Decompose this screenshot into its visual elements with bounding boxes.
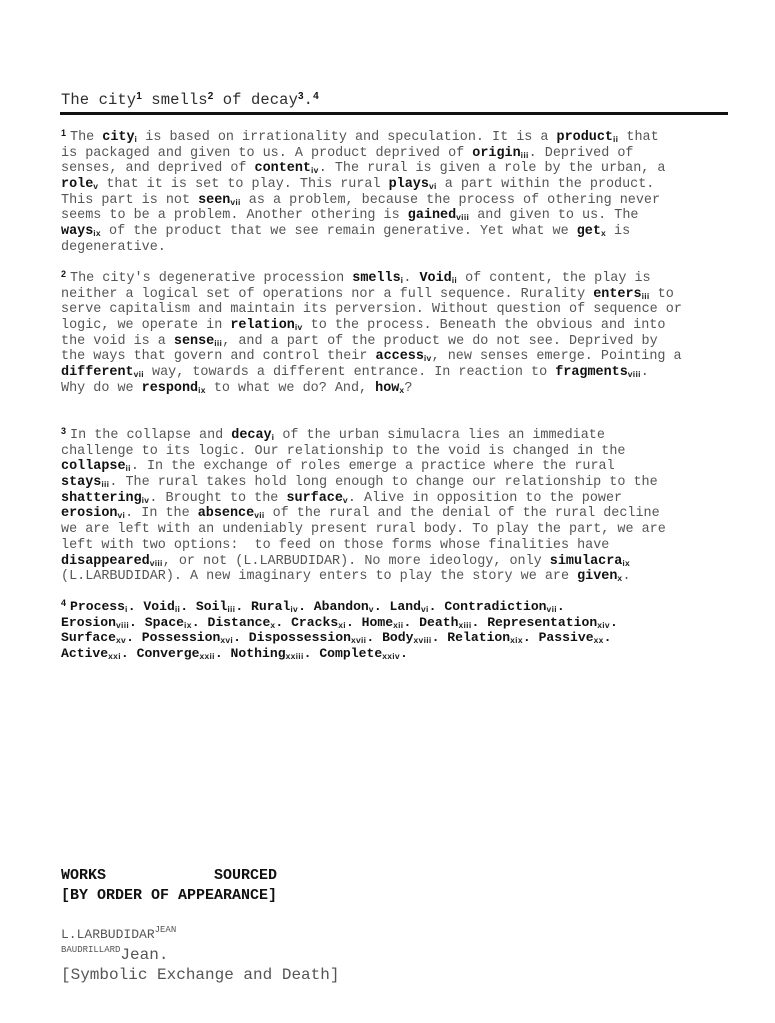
footnote-ref-4: 4 <box>313 91 319 102</box>
text-line <box>61 161 665 177</box>
text-line <box>61 208 665 224</box>
roman-index: i <box>134 134 138 144</box>
keyword: gained <box>407 208 457 224</box>
text-line <box>61 177 665 193</box>
roman-index: iv <box>311 165 319 176</box>
roman-index: v <box>368 604 374 614</box>
roman-index: iv <box>141 494 150 505</box>
text-line <box>61 365 682 381</box>
text-line <box>61 615 618 631</box>
text-segment: . Complete <box>303 646 383 662</box>
text-line <box>61 428 666 444</box>
title-text: of decay <box>213 91 298 109</box>
text-segment: This part is not <box>61 192 199 208</box>
roman-index: i <box>125 604 128 614</box>
roman-index: vi <box>117 510 126 521</box>
text-segment: that <box>618 130 659 145</box>
text-segment: the ways that govern and control their <box>61 349 376 365</box>
text-segment: . Cracks <box>275 614 339 630</box>
roman-index: iii <box>227 604 236 614</box>
text-segment: the void is a <box>61 333 174 349</box>
text-segment: . Passive <box>522 630 594 646</box>
keyword: surface <box>286 490 343 506</box>
keyword: given <box>577 569 618 585</box>
text-segment: and given to us. The <box>469 208 639 224</box>
text-segment: The city's degenerative procession <box>70 271 353 286</box>
keyword: stays <box>61 475 102 491</box>
title-text: smells <box>141 91 208 109</box>
text-segment: senses, and deprived of <box>61 161 255 177</box>
roman-index: iv <box>294 322 303 333</box>
keyword: disappeared <box>61 553 150 569</box>
roman-index: xx <box>593 635 604 646</box>
text-segment: . Void <box>127 599 175 614</box>
text-line <box>61 569 666 585</box>
roman-index: viii <box>149 557 163 568</box>
text-segment: of content, the play is <box>457 271 651 286</box>
text-segment: . Contradiction <box>428 599 547 614</box>
keyword: content <box>254 161 311 177</box>
text-segment: of the urban simulacra lies an immediate <box>274 428 605 443</box>
keyword: collapse <box>61 459 126 475</box>
text-segment: . <box>399 646 408 662</box>
keyword: sense <box>173 333 215 349</box>
keyword: plays <box>388 177 429 193</box>
roman-index: viii <box>456 212 470 223</box>
text-segment: . Nothing <box>214 646 286 662</box>
works-sourced-title: WORKS SOURCED <box>61 867 278 884</box>
footnote-ref-1: 1 <box>136 91 142 102</box>
keyword: respond <box>141 380 199 396</box>
keyword: smells <box>352 271 401 286</box>
text-line <box>61 349 682 365</box>
roman-index: v <box>342 494 348 505</box>
text-line <box>61 193 665 209</box>
roman-index: vii <box>254 510 265 521</box>
text-segment: challenge to its logic. Our relationship to the void is changed in the <box>61 443 626 459</box>
roman-index: ii <box>125 463 131 474</box>
roman-index: xxi <box>108 651 121 662</box>
roman-index: xv <box>116 635 127 646</box>
citation <box>61 927 339 984</box>
roman-index: xxii <box>199 651 215 662</box>
text-segment: Surface <box>61 630 117 646</box>
text-segment: , new senses emerge. Pointing a <box>431 349 682 365</box>
roman-index: ii <box>451 275 458 285</box>
text-line <box>61 599 618 615</box>
text-segment: to the process. Beneath the obvious and into <box>302 318 666 334</box>
text-segment: Erosion <box>61 614 117 630</box>
text-line <box>61 240 665 256</box>
roman-index: x <box>399 384 405 395</box>
text-segment: is <box>605 224 631 240</box>
text-segment: Active <box>61 646 109 662</box>
keyword: Void <box>419 271 452 286</box>
roman-index: ix <box>622 557 631 568</box>
text-segment: Why do we <box>61 380 142 396</box>
author-surname: BAUDRILLARD <box>61 945 121 955</box>
keyword: seen <box>198 192 231 208</box>
author-alias: L.LARBUDIDAR <box>61 927 155 942</box>
text-segment: way, towards a different entrance. In reaction to <box>143 365 556 381</box>
text-segment: a part within the product. <box>436 177 655 193</box>
roman-index: xxiii <box>285 651 304 662</box>
text-segment: ? <box>404 380 413 396</box>
roman-index: xiii <box>458 619 472 630</box>
keyword: ways <box>61 224 94 240</box>
roman-index: v <box>93 181 99 192</box>
roman-index: vii <box>133 369 144 380</box>
roman-index: xvii <box>350 635 367 646</box>
text-segment: , and a part of the product we do not see. Deprived by <box>222 333 658 349</box>
footnote-ref-2: 2 <box>207 91 214 102</box>
keyword: city <box>102 130 135 145</box>
author-first-name-sup: JEAN <box>154 925 177 935</box>
text-segment: In the collapse and <box>70 428 232 443</box>
roman-index: vii <box>546 604 557 614</box>
text-segment: . Rural <box>235 599 291 614</box>
text-line <box>61 287 682 303</box>
text-segment: , or not (L.LARBUDIDAR). No more ideology, only <box>162 553 550 569</box>
roman-index: i <box>400 275 404 285</box>
keyword: access <box>375 349 424 365</box>
title-text: The city <box>61 91 137 109</box>
keyword: relation <box>230 318 295 334</box>
roman-index: ii <box>613 134 619 144</box>
works-sourced-heading <box>61 866 277 906</box>
text-segment: . Representation <box>471 614 598 630</box>
text-line <box>61 146 665 162</box>
footnote-1 <box>61 130 665 256</box>
roman-index: ix <box>198 384 206 395</box>
text-segment: (L.LARBUDIDAR). A new imaginary enters to play the story we are <box>61 569 578 585</box>
text-segment: . <box>556 599 565 614</box>
roman-index: ix <box>93 228 101 239</box>
text-segment: . Home <box>345 614 394 630</box>
text-segment: . Relation <box>431 630 511 646</box>
text-line <box>61 224 665 240</box>
text-segment: to <box>649 286 674 302</box>
text-segment: . <box>640 365 649 381</box>
text-line <box>61 491 666 507</box>
roman-index: iii <box>101 479 110 490</box>
roman-index: x <box>600 228 606 239</box>
citation-book-title: [Symbolic Exchange and Death] <box>61 966 340 984</box>
text-segment: . Land <box>373 599 421 614</box>
keyword: shattering <box>61 490 142 506</box>
footnote-ref-3: 3 <box>298 91 304 102</box>
text-segment: . Dispossession <box>233 630 351 646</box>
roman-index: xi <box>338 619 346 630</box>
footnote-3 <box>61 428 666 585</box>
footnote-2 <box>61 271 682 397</box>
roman-index: i <box>271 432 275 442</box>
works-sourced-subtitle: [BY ORDER OF APPEARANCE] <box>61 887 278 904</box>
keyword: erosion <box>61 506 118 522</box>
text-segment: that it is set to play. This rural <box>98 177 389 193</box>
text-line <box>61 459 666 475</box>
footnote-number: 3 <box>61 426 67 436</box>
text-segment: . The rural is given a role by the urban, a <box>318 161 666 177</box>
citation-author <box>61 927 339 946</box>
roman-index: ix <box>184 619 192 630</box>
text-segment: neither a logical set of operations nor a full sequence. Rurality <box>61 286 594 302</box>
keyword: fragments <box>555 365 628 381</box>
text-segment: is based on irrationality and speculation. It is a <box>137 130 557 145</box>
text-segment: of the product that we see remain generative. Yet what we <box>100 224 577 240</box>
footnote-number: 2 <box>61 269 67 279</box>
roman-index: x <box>617 573 623 584</box>
text-segment: . In the <box>125 506 198 522</box>
footnote-number: 4 <box>61 598 67 608</box>
text-line <box>61 506 666 522</box>
footnote-4-keywords <box>61 599 618 662</box>
roman-index: vii <box>230 196 241 207</box>
text-segment: . Possession <box>126 630 221 646</box>
text-line <box>61 334 682 350</box>
text-line <box>61 630 618 646</box>
keyword: get <box>576 224 601 240</box>
text-segment: is packaged and given to us. A product deprived of <box>61 145 473 161</box>
roman-index: iv <box>423 353 432 364</box>
roman-index: iii <box>641 290 650 301</box>
roman-index: xiv <box>597 619 610 630</box>
keyword: product <box>556 130 613 145</box>
text-line <box>61 538 666 554</box>
author-first-name: Jean. <box>120 946 169 964</box>
footnote-number: 1 <box>61 128 67 138</box>
keyword: enters <box>593 286 642 302</box>
text-segment: . The rural takes hold long enough to change our relationship to the <box>109 475 658 491</box>
keyword: absence <box>197 506 255 522</box>
text-segment: . <box>622 569 631 585</box>
text-segment: . In the exchange of roles emerge a practice where the rural <box>130 459 615 475</box>
text-line <box>61 302 682 318</box>
roman-index: ii <box>174 604 181 614</box>
text-segment: . Alive in opposition to the power <box>347 490 623 506</box>
keyword: origin <box>472 145 521 161</box>
text-segment: . Death <box>403 614 459 630</box>
text-segment: logic, we operate in <box>61 318 231 334</box>
text-line <box>61 318 682 334</box>
text-line <box>61 522 666 538</box>
text-segment: . Deprived of <box>528 145 634 161</box>
text-segment: . Converge <box>120 646 200 662</box>
text-segment: . Brought to the <box>149 490 287 506</box>
roman-index: xvi <box>220 635 234 646</box>
text-segment: Process <box>70 599 126 614</box>
text-line <box>61 475 666 491</box>
title-divider <box>60 112 728 115</box>
roman-index: x <box>270 619 276 630</box>
keyword: simulacra <box>549 553 623 569</box>
text-segment: of the rural and the denial of the rural decline <box>264 506 660 522</box>
text-segment: to what we do? And, <box>205 380 376 396</box>
text-segment: . Abandon <box>298 599 369 614</box>
keyword: decay <box>231 428 272 443</box>
page-title <box>61 91 319 109</box>
text-segment: . Space <box>129 614 185 630</box>
keyword: how <box>375 380 400 396</box>
text-segment: as a problem, because the process of othering never <box>240 192 661 208</box>
text-segment: seems to be a problem. Another othering is <box>61 208 408 224</box>
text-segment: degenerative. <box>61 239 166 255</box>
text-line <box>61 554 666 570</box>
title-text: . <box>303 91 314 109</box>
roman-index: vi <box>428 181 437 192</box>
text-segment: . Soil <box>180 599 228 614</box>
text-segment: we are left with an undeniably present rural body. To play the part, we are <box>61 522 666 538</box>
roman-index: viii <box>116 619 130 630</box>
text-segment: left with two options: to feed on those forms whose finalities have <box>61 537 610 553</box>
roman-index: xix <box>510 635 523 646</box>
text-segment: serve capitalism and maintain its perversion. Without question of sequence or <box>61 302 682 318</box>
roman-index: iii <box>214 337 223 348</box>
text-segment: The <box>70 130 103 145</box>
text-segment: . <box>603 630 612 646</box>
text-segment: . <box>609 614 618 630</box>
roman-index: viii <box>627 369 641 380</box>
roman-index: xii <box>393 619 404 630</box>
citation-author-name <box>61 946 339 966</box>
text-segment: . Distance <box>191 614 271 630</box>
roman-index: iii <box>520 149 529 160</box>
roman-index: xviii <box>413 635 432 646</box>
text-line <box>61 444 666 460</box>
text-segment: . <box>403 271 420 286</box>
text-segment: . Body <box>366 630 414 646</box>
text-line <box>61 646 618 662</box>
keyword: role <box>61 177 94 193</box>
text-line <box>61 130 665 146</box>
roman-index: xxiv <box>382 651 400 662</box>
roman-index: iv <box>290 604 299 614</box>
text-line <box>61 271 682 287</box>
text-line <box>61 381 682 397</box>
roman-index: vi <box>420 604 429 614</box>
keyword: different <box>61 365 134 381</box>
